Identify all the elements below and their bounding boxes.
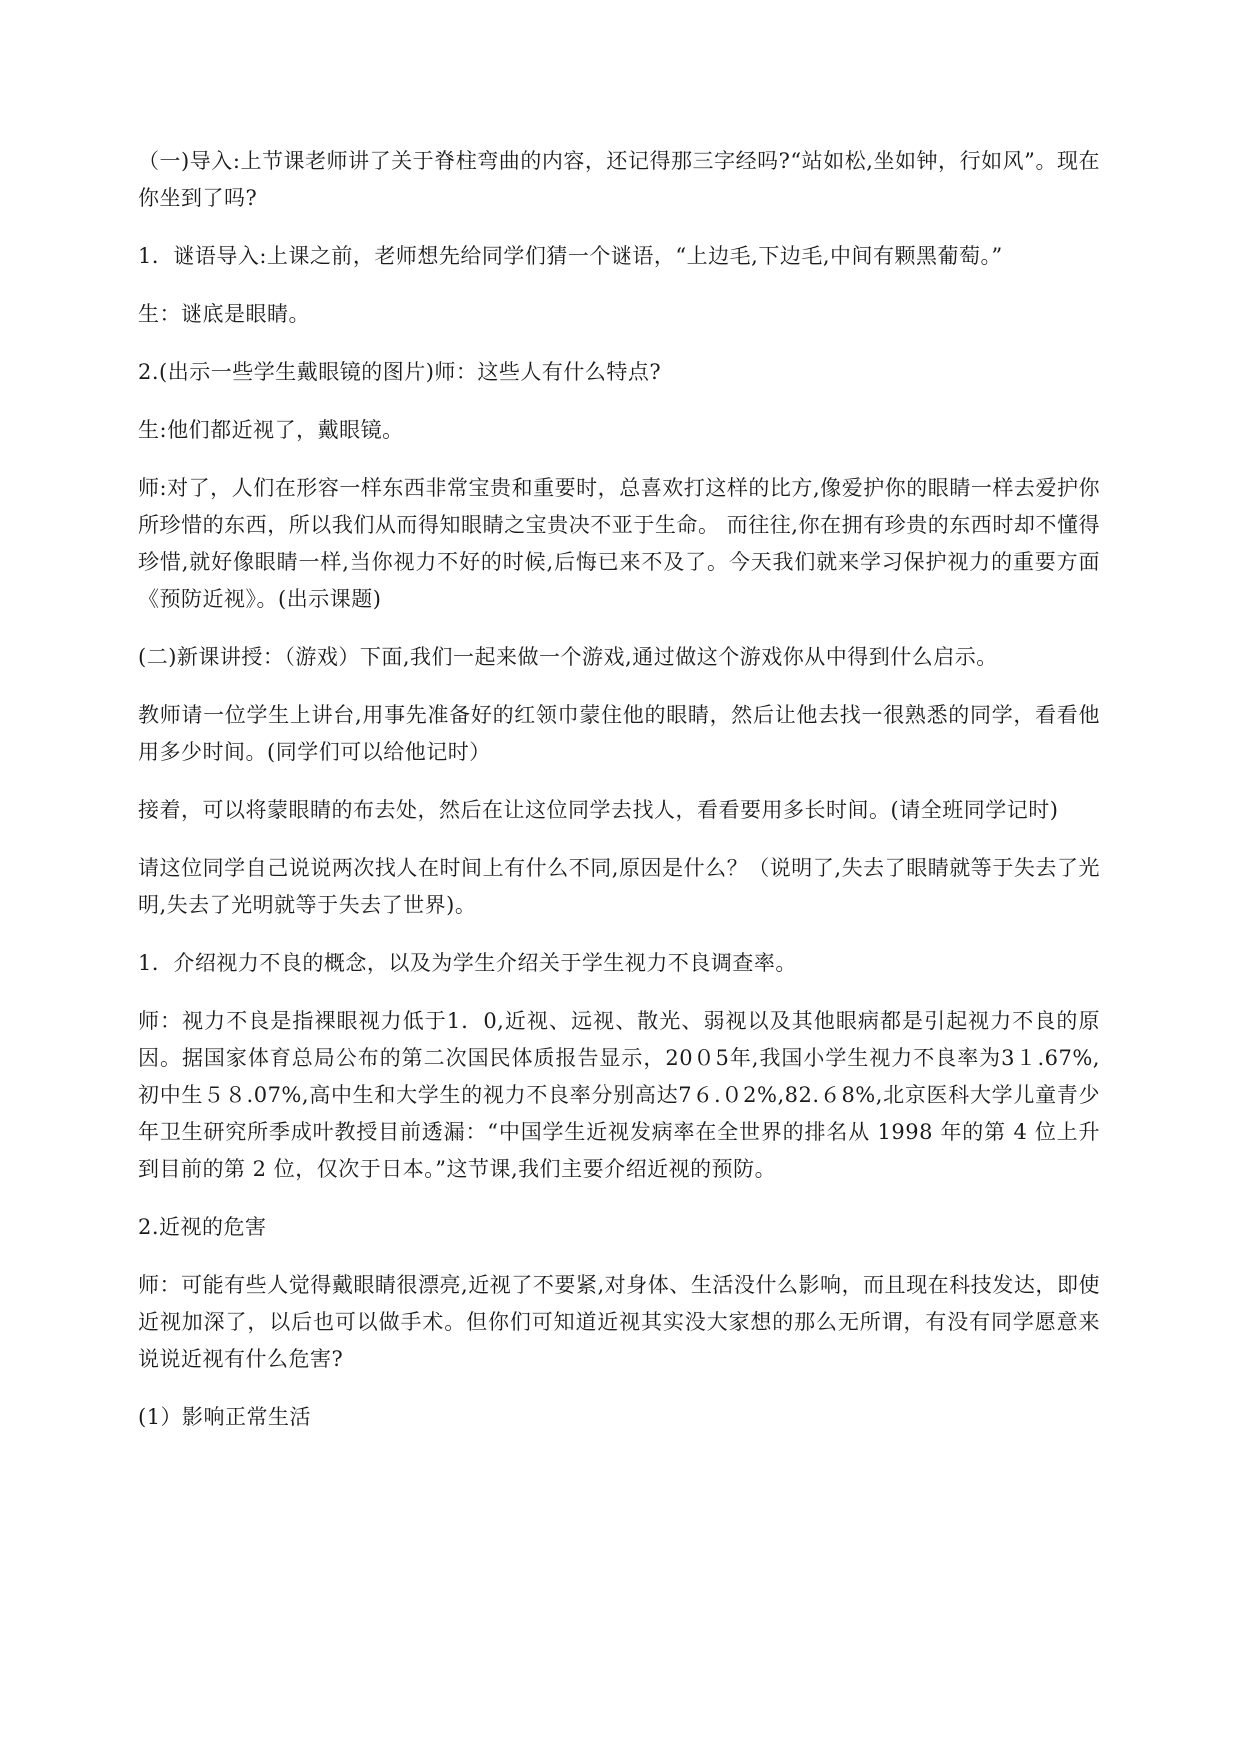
paragraph-new-lesson-game: (二)新课讲授：（游戏）下面,我们一起来做一个游戏,通过做这个游戏你从中得到什么启示。	[138, 645, 998, 669]
paragraph-harm-item-1: (1）影响正常生活	[138, 1405, 312, 1429]
paragraph-concept-intro: 1．介绍视力不良的概念，以及为学生介绍关于学生视力不良调查率。	[138, 951, 797, 975]
paragraph-game-step-1: 教师请一位学生上讲台,用事先准备好的红领巾蒙住他的眼睛，然后让他去找一很熟悉的同学，看看他用多少时间。(同学们可以给他记时）	[138, 703, 1100, 764]
paragraph-myopia-harm-title: 2.近视的危害	[138, 1215, 267, 1239]
document-body	[138, 143, 1100, 1436]
paragraph-intro-1: （一)导入:上节课老师讲了关于脊柱弯曲的内容，还记得那三字经吗?“站如松,坐如钟，行如风”。现在你坐到了吗?	[138, 149, 1100, 210]
paragraph-myopia-harm-intro: 师：可能有些人觉得戴眼睛很漂亮,近视了不要紧,对身体、生活没什么影响，而且现在科技发达，即使近视加深了，以后也可以做手术。但你们可知道近视其实没大家想的那么无所谓，有没有同学愿意来说说近视有什么危害?	[138, 1273, 1100, 1371]
paragraph-game-discussion: 请这位同学自己说说两次找人在时间上有什么不同,原因是什么？（说明了,失去了眼睛就等于失去了光明,失去了光明就等于失去了世界)。	[138, 856, 1100, 917]
paragraph-show-pictures: 2.(出示一些学生戴眼镜的图片)师：这些人有什么特点?	[138, 360, 662, 384]
paragraph-student-answer-1: 生：谜底是眼睛。	[138, 302, 310, 326]
paragraph-riddle-intro: 1．谜语导入:上课之前，老师想先给同学们猜一个谜语，“上边毛,下边毛,中间有颗黑葡萄。”	[138, 244, 1003, 268]
paragraph-vision-statistics: 师：视力不良是指裸眼视力低于1．0,近视、远视、散光、弱视以及其他眼病都是引起视力不良的原因。据国家体育总局公布的第二次国民体质报告显示，20０5年,我国小学生视力不良率为3１.67%,初中生５８.07%,高中生和大学生的视力不良率分别高达7６.０2%,82.６8%,北京医科大学儿童青少年卫生研究所季成叶教授目前透漏：“中国学生近视发病率在全世界的排名从 1998 年的第 4 位上升到目前的第 2 位，仅次于日本。”这节课,我们主要介绍近视的预防。	[138, 1009, 1100, 1181]
paragraph-teacher-comment: 师:对了，人们在形容一样东西非常宝贵和重要时，总喜欢打这样的比方,像爱护你的眼睛一样去爱护你所珍惜的东西，所以我们从而得知眼睛之宝贵决不亚于生命。 而往往,你在拥有珍贵的东西时却不懂得珍惜,就好像眼睛一样,当你视力不好的时候,后悔已来不及了。今天我们就来学习保护视力的重要方面《预防近视》。(出示课题)	[138, 476, 1100, 611]
paragraph-student-answer-2: 生:他们都近视了，戴眼镜。	[138, 418, 404, 442]
paragraph-game-step-2: 接着，可以将蒙眼睛的布去处，然后在让这位同学去找人，看看要用多长时间。(请全班同学记时)	[138, 798, 1059, 822]
